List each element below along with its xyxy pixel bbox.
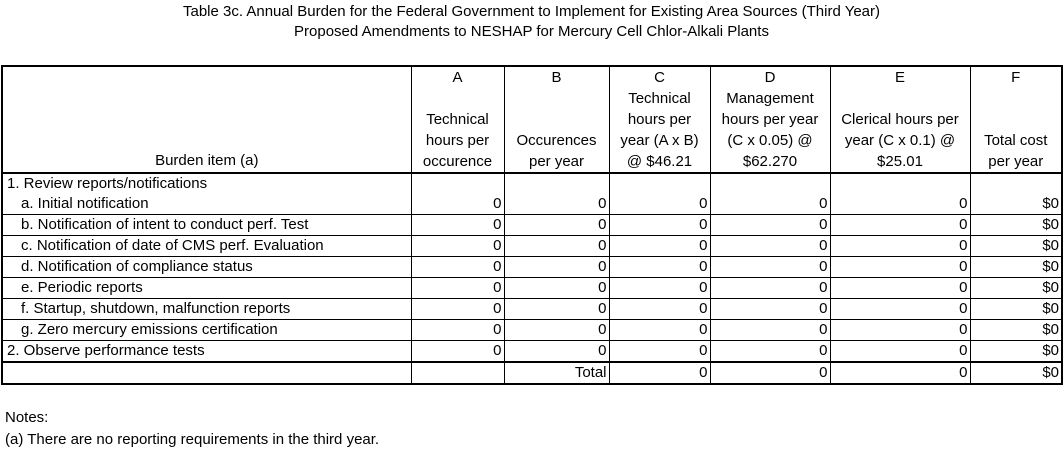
cell-f: $0	[970, 257, 1062, 278]
cell-d: 0	[710, 320, 830, 341]
cell-c: 0	[609, 236, 710, 257]
total-c: 0	[609, 362, 710, 384]
cell-b: 0	[504, 278, 609, 299]
header-burden-item: Burden item (a)	[2, 66, 411, 173]
cell-e: 0	[830, 278, 970, 299]
cell-e: 0	[830, 341, 970, 363]
header-col-e: E Clerical hours per year (C x 0.1) @ $25.01	[830, 66, 970, 173]
cell-c: 0	[609, 215, 710, 236]
table-row	[2, 257, 1062, 278]
cell-f: $0	[970, 341, 1062, 363]
header-col-c: C Technical hours per year (A x B) @ $46.21	[609, 66, 710, 173]
section-row	[2, 173, 1062, 194]
table-row	[2, 299, 1062, 320]
cell-a: 0	[411, 341, 504, 363]
table-row	[2, 215, 1062, 236]
header-col-f: F Total cost per year	[970, 66, 1062, 173]
cell-d: 0	[710, 299, 830, 320]
cell-e: 0	[830, 257, 970, 278]
cell-d: 0	[710, 278, 830, 299]
header-row	[2, 66, 1062, 173]
cell-b: 0	[504, 341, 609, 363]
cell-f: $0	[970, 320, 1062, 341]
cell-a: 0	[411, 257, 504, 278]
cell-e: 0	[830, 194, 970, 215]
cell-a: 0	[411, 278, 504, 299]
cell-c: 0	[609, 341, 710, 363]
total-d: 0	[710, 362, 830, 384]
cell-e: 0	[830, 215, 970, 236]
cell-b: 0	[504, 236, 609, 257]
cell-b: 0	[504, 215, 609, 236]
cell-a: 0	[411, 320, 504, 341]
cell-d: 0	[710, 236, 830, 257]
cell-c: 0	[609, 257, 710, 278]
row-label: d. Notification of compliance status	[2, 257, 411, 278]
table-row	[2, 320, 1062, 341]
total-label: Total	[504, 362, 609, 384]
cell-d: 0	[710, 257, 830, 278]
notes	[5, 407, 379, 451]
header-col-b: B Occurences per year	[504, 66, 609, 173]
cell-c: 0	[609, 194, 710, 215]
cell-f: $0	[970, 215, 1062, 236]
cell-a: 0	[411, 299, 504, 320]
cell-a: 0	[411, 236, 504, 257]
table-row	[2, 341, 1062, 363]
cell-f: $0	[970, 194, 1062, 215]
cell-f: $0	[970, 299, 1062, 320]
cell-e: 0	[830, 236, 970, 257]
cell-b: 0	[504, 320, 609, 341]
cell-b: 0	[504, 194, 609, 215]
notes-heading: Notes:	[5, 409, 49, 426]
total-row	[2, 362, 1062, 384]
header-col-a: A Technical hours per occurence	[411, 66, 504, 173]
cell-e: 0	[830, 320, 970, 341]
row-label: g. Zero mercury emissions certification	[2, 320, 411, 341]
row-label: 2. Observe performance tests	[2, 341, 411, 363]
cell-d: 0	[710, 215, 830, 236]
row-label: e. Periodic reports	[2, 278, 411, 299]
cell-b: 0	[504, 257, 609, 278]
total-e: 0	[830, 362, 970, 384]
section-label: 1. Review reports/notifications	[2, 173, 411, 194]
table-row	[2, 194, 1062, 215]
cell-f: $0	[970, 278, 1062, 299]
row-label: b. Notification of intent to conduct perf. Test	[2, 215, 411, 236]
table-title-line2: Proposed Amendments to NESHAP for Mercury Cell Chlor-Alkali Plants	[294, 23, 769, 40]
table-row	[2, 236, 1062, 257]
cell-c: 0	[609, 320, 710, 341]
table-row	[2, 278, 1062, 299]
cell-f: $0	[970, 236, 1062, 257]
cell-a: 0	[411, 194, 504, 215]
cell-a: 0	[411, 215, 504, 236]
header-col-d: D Management hours per year (C x 0.05) @ $62.270	[710, 66, 830, 173]
note-a: (a) There are no reporting requirements in the third year.	[5, 431, 380, 448]
cell-c: 0	[609, 278, 710, 299]
row-label: c. Notification of date of CMS perf. Evaluation	[2, 236, 411, 257]
burden-table	[1, 65, 1063, 385]
row-label: f. Startup, shutdown, malfunction reports	[2, 299, 411, 320]
row-label: a. Initial notification	[2, 194, 411, 215]
cell-d: 0	[710, 194, 830, 215]
cell-e: 0	[830, 299, 970, 320]
cell-b: 0	[504, 299, 609, 320]
cell-c: 0	[609, 299, 710, 320]
cell-d: 0	[710, 341, 830, 363]
total-f: $0	[970, 362, 1062, 384]
table-title-line1: Table 3c. Annual Burden for the Federal Government to Implement for Existing Area Sources (Third Year)	[182, 3, 881, 20]
